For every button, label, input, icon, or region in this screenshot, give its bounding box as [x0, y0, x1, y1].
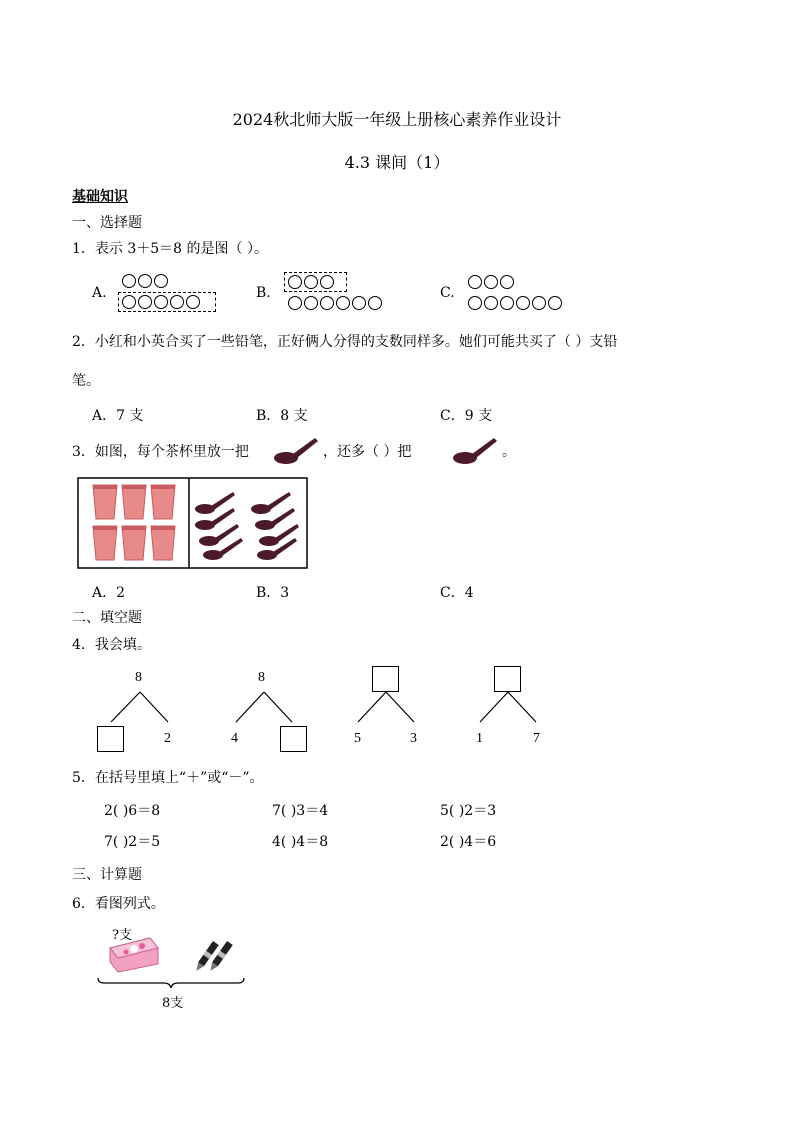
q6-text: 6．看图列式。	[72, 896, 165, 912]
q1-a-bottom-circles	[122, 294, 202, 312]
tree4-left-number: 1	[476, 731, 483, 746]
q1-b-bottom-circles	[288, 295, 384, 313]
tree4-branches	[468, 690, 548, 730]
section-basic-heading: 基础知识	[72, 189, 128, 205]
total-brace	[96, 976, 246, 990]
q2-text-cont: 笔。	[72, 373, 100, 389]
q5-equation[interactable]: 2( )6＝8	[104, 803, 161, 819]
q5-equation[interactable]: 7( )3＝4	[272, 803, 329, 819]
q3-option-a: A．2	[92, 585, 126, 601]
q5-equation[interactable]: 7( )2＝5	[104, 834, 161, 850]
q5-equation[interactable]: 5( )2＝3	[440, 803, 497, 819]
q2-option-b: B．8 支	[256, 408, 308, 424]
tree3-branches	[346, 690, 426, 730]
tree1-branches	[96, 688, 176, 728]
tree2-top-number: 8	[258, 670, 265, 685]
cups-and-spoons-figure	[77, 477, 308, 569]
tree2-branches	[224, 688, 304, 728]
q5-equation[interactable]: 4( )4＝8	[272, 834, 329, 850]
q6-total-label: 8支	[162, 996, 184, 1011]
q2-option-c: C．9 支	[440, 408, 493, 424]
tree2-left-number: 4	[231, 731, 238, 746]
pen-icons	[194, 938, 242, 978]
spoon-icon	[452, 434, 500, 466]
tree1-top-number: 8	[135, 670, 142, 685]
q3-text-end: 。	[502, 444, 516, 460]
page-subtitle: 4.3 课间（1）	[344, 153, 450, 172]
q1-option-c-label: C.	[440, 285, 455, 301]
tree4-top-answer-box[interactable]	[494, 666, 521, 692]
q2-option-a: A．7 支	[92, 408, 144, 424]
tree4-right-number: 7	[533, 731, 540, 746]
q1-a-top-circles	[122, 273, 170, 291]
tree1-right-number: 2	[164, 731, 171, 746]
tree3-left-number: 5	[354, 731, 361, 746]
q1-c-top-circles	[468, 274, 516, 292]
q6-unknown-label: ?支	[112, 928, 132, 943]
tree2-right-answer-box[interactable]	[280, 726, 307, 752]
tree1-left-answer-box[interactable]	[97, 726, 124, 752]
q1-c-bottom-circles	[468, 295, 564, 313]
q3-text-mid: ，还多（ ）把	[323, 444, 412, 460]
q5-equation[interactable]: 2( )4＝6	[440, 834, 497, 850]
q5-text: 5．在括号里填上“＋”或“－”。	[72, 770, 264, 786]
q4-text: 4．我会填。	[72, 637, 151, 653]
q3-text-pre: 3．如图，每个茶杯里放一把	[72, 444, 249, 460]
spoon-icon	[273, 434, 321, 466]
q1-b-top-circles	[288, 274, 336, 292]
part2-heading: 二、填空题	[72, 610, 142, 626]
tree3-top-answer-box[interactable]	[372, 666, 399, 692]
q1-option-a-label: A.	[92, 285, 107, 301]
q1-text: 1．表示 3＋5＝8 的是图（ ）。	[72, 241, 268, 257]
pencil-case-icon	[106, 934, 162, 974]
q3-option-c: C．4	[440, 585, 474, 601]
tree3-right-number: 3	[410, 731, 417, 746]
q2-text: 2．小红和小英合买了一些铅笔，正好俩人分得的支数同样多。她们可能共买了（ ）支铅	[72, 334, 618, 350]
q1-option-b-label: B.	[256, 285, 271, 301]
part3-heading: 三、计算题	[72, 867, 142, 883]
q3-option-b: B．3	[256, 585, 290, 601]
part1-heading: 一、选择题	[72, 215, 142, 231]
page-title: 2024秋北师大版一年级上册核心素养作业设计	[232, 110, 562, 129]
